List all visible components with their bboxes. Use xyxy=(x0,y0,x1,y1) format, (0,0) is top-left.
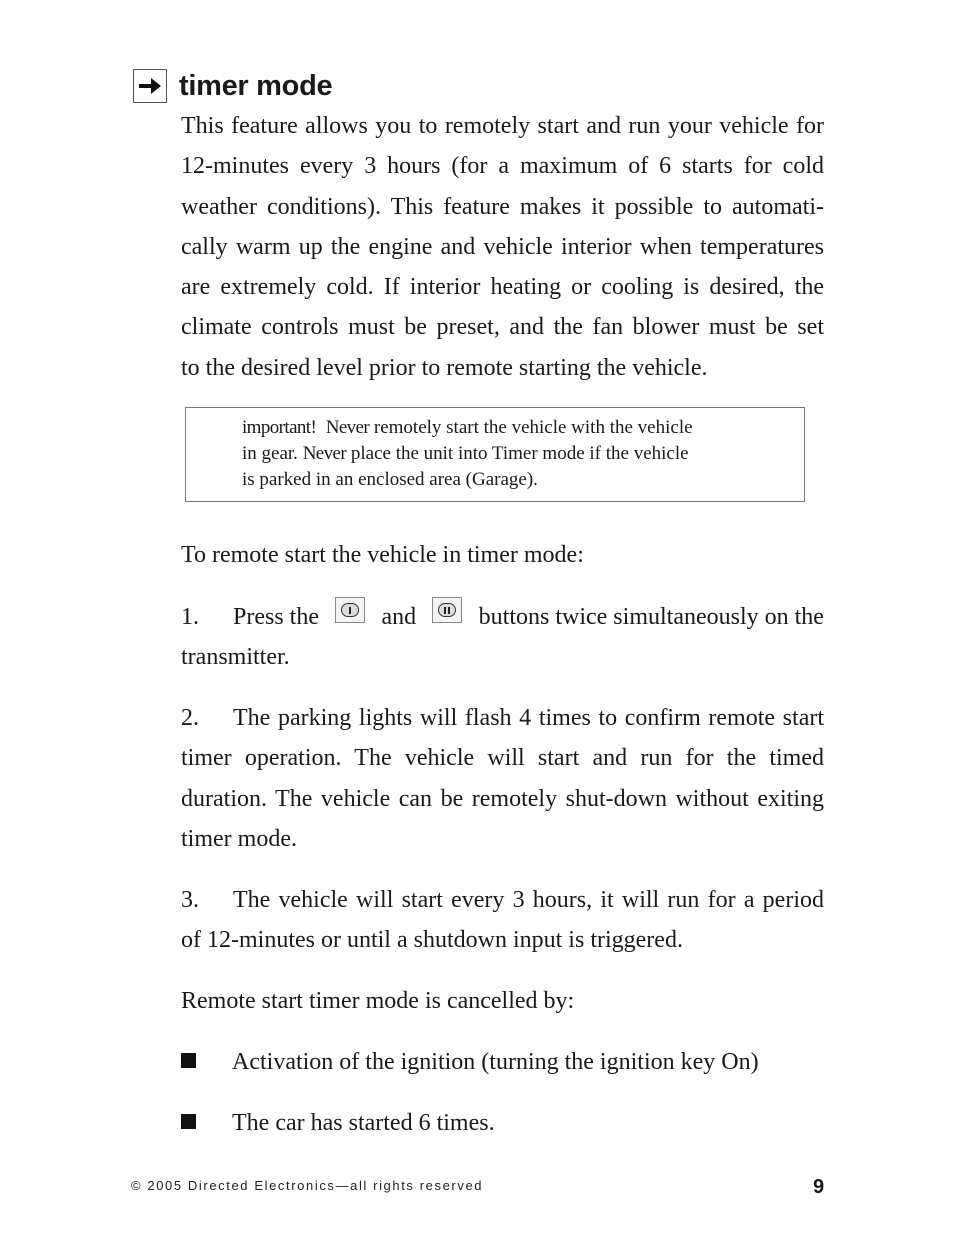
note-line xyxy=(242,467,762,493)
step-text: buttons twice simultaneously on the xyxy=(478,604,824,630)
intro-paragraph xyxy=(181,106,824,388)
note-text-span: is parked in an enclosed area (Garage). xyxy=(242,469,538,490)
step-2-line xyxy=(181,698,824,738)
step-2-line: timer mode. xyxy=(181,825,297,852)
step-2 xyxy=(181,698,824,859)
list-item xyxy=(181,1042,824,1082)
square-bullet-icon xyxy=(181,1114,196,1129)
note-text-span: remotely start the vehicle with the vehicle xyxy=(369,417,693,438)
step-1-part xyxy=(181,597,319,637)
intro-line: This feature allows you to remotely start and run your vehicle for xyxy=(181,113,824,139)
step-1 xyxy=(181,597,824,637)
cancel-lead: Remote start timer mode is cancelled by: xyxy=(181,988,575,1014)
square-bullet-icon xyxy=(181,1053,196,1068)
list-item-text: Activation of the ignition (turning the ignition key On) xyxy=(232,1049,759,1075)
step-3-line: of 12-minutes or until a shutdown input is triggered. xyxy=(181,927,683,954)
step-2-line: timer operation. The vehicle will start and run for the timed xyxy=(181,745,824,772)
intro-line: 12-minutes every 3 hours (for a maximum of 6 starts for cold xyxy=(181,153,824,180)
note-line xyxy=(242,415,762,441)
arrow-right-icon xyxy=(133,69,167,103)
intro-line: weather conditions). This feature makes it possible to automati- xyxy=(181,193,824,220)
section-heading xyxy=(133,66,332,106)
step-number: 3. xyxy=(181,887,199,913)
note-text-span: in gear. xyxy=(242,443,303,464)
step-text: The parking lights will flash 4 times to confirm remote start xyxy=(233,705,824,731)
footer-copyright: © 2005 Directed Electronics—all rights reserved xyxy=(131,1178,484,1193)
transmitter-button-i-icon xyxy=(335,597,365,623)
step-number: 1. xyxy=(181,604,199,630)
transmitter-button-ii-icon xyxy=(432,597,462,623)
intro-line: to the desired level prior to remote starting the vehicle. xyxy=(181,354,708,381)
step-3-line xyxy=(181,880,824,920)
important-label: important! xyxy=(242,417,317,438)
never-label: Never xyxy=(325,417,370,438)
list-item xyxy=(181,1103,824,1143)
note-text-span: place the unit into Timer mode if the vehicle xyxy=(346,443,689,464)
note-line xyxy=(242,441,762,467)
page-number: 9 xyxy=(813,1176,825,1198)
instructions-lead: To remote start the vehicle in timer mode: xyxy=(181,542,584,568)
intro-line: climate controls must be preset, and the fan blower must be set xyxy=(181,314,824,341)
page-title: timer mode xyxy=(179,69,333,102)
never-label: Never xyxy=(302,443,347,464)
step-text: The vehicle will start every 3 hours, it will run for a period xyxy=(233,887,824,913)
important-note-text xyxy=(242,415,762,493)
step-3 xyxy=(181,880,824,961)
step-text: Press the xyxy=(233,604,319,630)
step-1-continued: transmitter. xyxy=(181,644,290,670)
list-item-text: The car has started 6 times. xyxy=(232,1110,495,1136)
step-2-line: duration. The vehicle can be remotely shut-down without exiting xyxy=(181,785,824,812)
intro-line: are extremely cold. If interior heating or cooling is desired, the xyxy=(181,274,824,301)
step-text: and xyxy=(381,604,417,630)
step-number: 2. xyxy=(181,705,199,731)
important-note-box xyxy=(185,407,805,502)
intro-line: cally warm up the engine and vehicle interior when temperatures xyxy=(181,233,824,260)
